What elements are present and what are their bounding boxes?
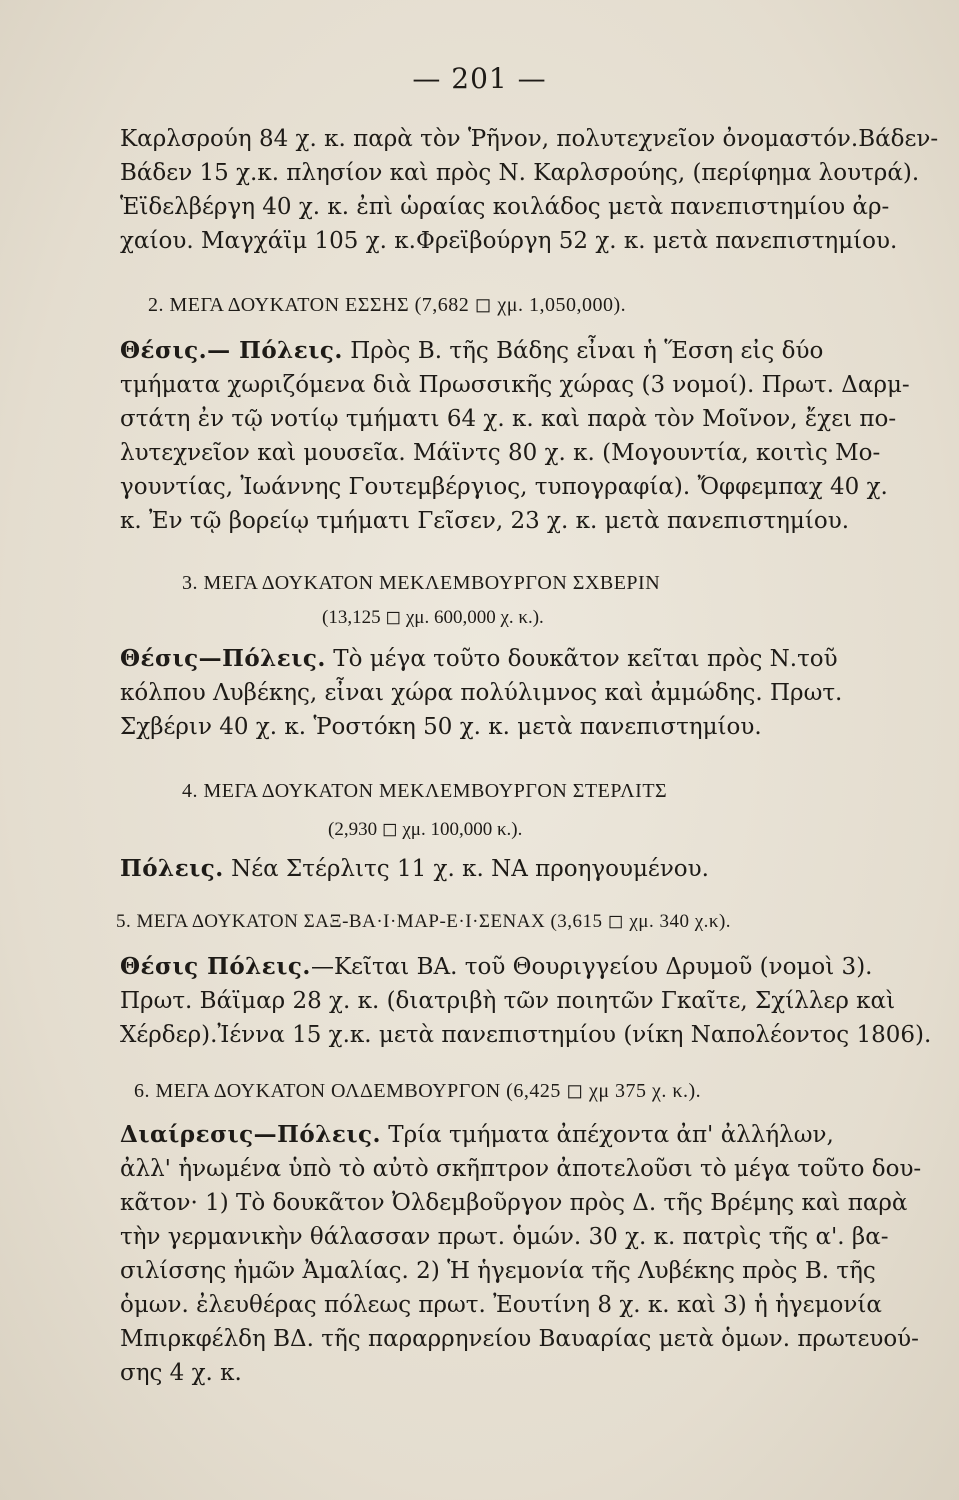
section-heading: 3. ΜΕΓΑ ΔΟΥΚΑΤΟΝ ΜΕΚΛΕΜΒΟΥΡΓΟΝ ΣΧΒΕΡΙΝ — [182, 572, 661, 594]
section-paragraph — [120, 852, 860, 886]
text-line: γουντίας, Ἰωάννης Γουτεμβέργιος, τυπογραφία). Ὄφφεμπαχ 40 χ. — [120, 474, 888, 500]
text-line: Τὸ μέγα τοῦτο δουκᾶτον κεῖται πρὸς Ν.τοῦ — [325, 646, 838, 672]
section-heading: 6. ΜΕΓΑ ΔΟΥΚΑΤΟΝ ΟΛΔΕΜΒΟΥΡΓΟΝ (6,425 ◻ χμ 375 χ. κ.). — [134, 1080, 702, 1102]
text-line: κόλπου Λυβέκης, εἶναι χώρα πολύλιμνος καὶ ἀμμώδης. Πρωτ. — [120, 680, 843, 706]
text-line: κᾶτον· 1) Τὸ δουκᾶτον Ὀλδεμβοῦργον πρὸς Δ. τῆς Βρέμης καὶ παρὰ — [120, 1190, 908, 1216]
text-line: στάτη ἐν τῷ νοτίῳ τμήματι 64 χ. κ. καὶ παρὰ τὸν Μοῖνον, ἔχει πο- — [120, 406, 897, 432]
section-lead: Πόλεις. — [120, 855, 224, 882]
section-heading: 2. ΜΕΓΑ ΔΟΥΚΑΤΟΝ ΕΣΣΗΣ (7,682 ◻ χμ. 1,050,000). — [148, 294, 627, 316]
text-line: λυτεχνεῖον καὶ μουσεῖα. Μάϊντς 80 χ. κ. (Μογουντία, κοιτὶς Μο- — [120, 440, 881, 466]
text-line: Μπιρκφέλδη ΒΔ. τῆς παραρρηνείου Βαυαρίας μετὰ ὁμων. πρωτευού- — [120, 1326, 919, 1352]
text-line: τμήματα χωριζόμενα διὰ Πρωσσικῆς χώρας (3 νομοί). Πρωτ. Δαρμ- — [120, 372, 910, 398]
section-subheading: (2,930 ◻ χμ. 100,000 κ.). — [328, 819, 523, 840]
text-line: Σχβέριν 40 χ. κ. Ῥοστόκη 50 χ. κ. μετὰ πανεπιστημίου. — [120, 714, 762, 740]
text-line: Νέα Στέρλιτς 11 χ. κ. ΝΑ προηγουμένου. — [223, 856, 709, 882]
section-heading: 5. ΜΕΓΑ ΔΟΥΚΑΤΟΝ ΣΑΞ-ΒΑ·Ι·ΜΑΡ-Ε·Ι·ΣΕΝΑΧ (3,615 ◻ χμ. 340 χ.κ). — [116, 911, 732, 932]
section-paragraph — [120, 642, 860, 744]
text-line: σιλίσσης ἡμῶν Ἀμαλίας. 2) Ἡ ἡγεμονία τῆς Λυβέκης πρὸς Β. τῆς — [120, 1258, 876, 1284]
text-line: Τρία τμήματα ἀπέχοντα ἀπ' ἀλλήλων, — [380, 1122, 834, 1148]
text-line: Πρωτ. Βάϊμαρ 28 χ. κ. (διατριβὴ τῶν ποιητῶν Γκαῖτε, Σχίλλερ καὶ — [120, 988, 896, 1014]
text-line: κ. Ἐν τῷ βορείῳ τμήματι Γεῖσεν, 23 χ. κ. μετὰ πανεπιστημίου. — [120, 508, 850, 534]
section-heading: 4. ΜΕΓΑ ΔΟΥΚΑΤΟΝ ΜΕΚΛΕΜΒΟΥΡΓΟΝ ΣΤΕΡΛΙΤΣ — [182, 780, 668, 802]
section-lead: Θέσις Πόλεις. — [120, 953, 311, 980]
text-line: —Κεῖται ΒΑ. τοῦ Θουριγγείου Δρυμοῦ (νομοὶ 3). — [310, 954, 873, 980]
text-line: ἀλλ' ἡνωμένα ὑπὸ τὸ αὐτὸ σκῆπτρον ἀποτελοῦσι τὸ μέγα τοῦτο δου- — [120, 1156, 922, 1182]
text-line: χαίου. Μαγχάϊμ 105 χ. κ.Φρεϊβούργη 52 χ. κ. μετὰ πανεπιστημίου. — [120, 228, 898, 254]
section-subheading: (13,125 ◻ χμ. 600,000 χ. κ.). — [322, 607, 544, 628]
text-line: ὁμων. ἐλευθέρας πόλεως πρωτ. Ἐουτίνη 8 χ. κ. καὶ 3) ἡ ἡγεμονία — [120, 1292, 882, 1318]
intro-paragraph — [120, 122, 939, 258]
section-lead: Θέσις.— Πόλεις. — [120, 337, 343, 364]
section-paragraph — [120, 950, 932, 1052]
page-number: — 201 — — [412, 62, 547, 95]
section-paragraph — [120, 334, 910, 538]
section-lead: Διαίρεσις—Πόλεις. — [120, 1121, 381, 1148]
section-paragraph — [120, 1118, 922, 1390]
text-line: Πρὸς Β. τῆς Βάδης εἶναι ἡ Ἕσση εἰς δύο — [342, 338, 824, 364]
section-lead: Θέσις—Πόλεις. — [120, 645, 326, 672]
text-line: σης 4 χ. κ. — [120, 1360, 242, 1386]
text-line: τὴν γερμανικὴν θάλασσαν πρωτ. ὁμών. 30 χ. κ. πατρὶς τῆς α'. βα- — [120, 1224, 889, 1250]
text-line: Χέρδερ).Ἰέννα 15 χ.κ. μετὰ πανεπιστημίου (νίκη Ναπολέοντος 1806). — [120, 1022, 932, 1048]
text-line: Ἑϊδελβέργη 40 χ. κ. ἐπὶ ὡραίας κοιλάδος μετὰ πανεπιστημίου ἀρ- — [120, 194, 890, 220]
text-line: Καρλσρούη 84 χ. κ. παρὰ τὸν Ῥῆνον, πολυτεχνεῖον ὀνομαστόν.Βάδεν- — [120, 126, 939, 152]
text-line: Βάδεν 15 χ.κ. πλησίον καὶ πρὸς Ν. Καρλσρούης, (περίφημα λουτρά). — [120, 160, 920, 186]
